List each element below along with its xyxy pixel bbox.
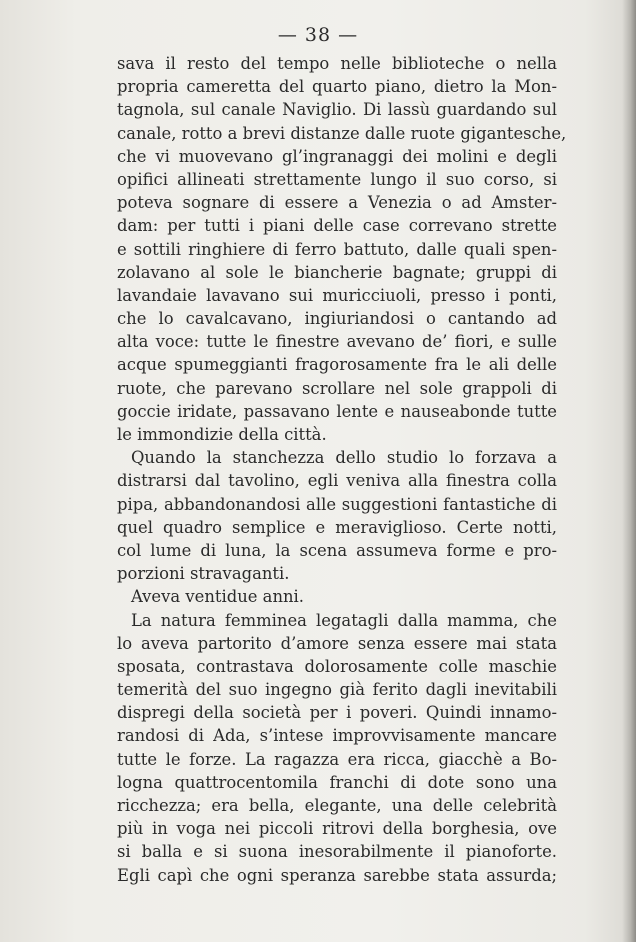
- text-line: alta voce: tutte le finestre avevano de’ fiori, e sulle: [117, 332, 557, 352]
- text-line: propria cameretta del quarto piano, dietro la Mon-: [117, 77, 557, 97]
- text-line: sposata, contrastava dolorosamente colle maschie: [117, 656, 557, 676]
- text-line: zolavano al sole le biancherie bagnate; gruppi di: [117, 262, 557, 282]
- page-number: — 38 —: [277, 24, 359, 46]
- text-line: e sottili ringhiere di ferro battuto, dalle quali spen-: [117, 239, 557, 259]
- text-line: poteva sognare di essere a Venezia o ad Amster-: [117, 193, 557, 213]
- text-line: dam: per tutti i piani delle case correvano strette: [117, 216, 557, 236]
- text-line: temerità del suo ingegno già ferito dagli inevitabili: [117, 680, 557, 700]
- text-line: tutte le forze. La ragazza era ricca, giacchè a Bo-: [117, 749, 557, 769]
- text-line: lavandaie lavavano sui muricciuoli, presso i ponti,: [117, 285, 557, 305]
- text-line: ricchezza; era bella, elegante, una delle celebrità: [117, 796, 557, 815]
- text-line: Egli capì che ogni speranza sarebbe stata assurda;: [117, 865, 557, 885]
- text-line: goccie iridate, passavano lente e nauseabonde tutte: [117, 401, 557, 421]
- text-line: porzioni stravaganti.: [117, 564, 290, 584]
- text-line: col lume di luna, la scena assumeva forme e pro-: [117, 540, 557, 560]
- text-line: distrarsi dal tavolino, egli veniva alla finestra colla: [117, 471, 557, 491]
- body-text: [117, 52, 567, 887]
- text-line: dispregi della società per i poveri. Quindi innamo-: [117, 703, 557, 723]
- text-line: Quando la stanchezza dello studio lo forzava a: [131, 448, 557, 468]
- text-line: che lo cavalcavano, ingiuriandosi o cantando ad: [117, 309, 557, 329]
- text-line: che vi muovevano gl’ingranaggi dei molini e degli: [117, 146, 557, 166]
- text-line: sava il resto del tempo nelle biblioteche o nella: [117, 54, 557, 73]
- text-line: Aveva ventidue anni.: [131, 587, 305, 607]
- text-line: acque spumeggianti fragorosamente fra le ali delle: [117, 355, 557, 375]
- text-line: opifici allineati strettamente lungo il suo corso, si: [117, 169, 557, 189]
- text-line: più in voga nei piccoli ritrovi della borghesia, ove: [117, 819, 557, 839]
- text-line: si balla e si suona inesorabilmente il pianoforte.: [117, 842, 557, 862]
- text-line: ruote, che parevano scrollare nel sole grappoli di: [117, 378, 557, 398]
- text-line: canale, rotto a brevi distanze dalle ruote gigantesche,: [117, 123, 567, 143]
- text-line: le immondizie della città.: [117, 425, 327, 444]
- text-line: logna quattrocentomila franchi di dote sono una: [117, 772, 557, 792]
- text-line: tagnola, sul canale Naviglio. Di lassù guardando sul: [117, 100, 557, 120]
- page-edge-shadow: [622, 0, 636, 942]
- text-line: lo aveva partorito d’amore senza essere mai stata: [117, 633, 557, 653]
- text-line: randosi di Ada, s’intese improvvisamente mancare: [117, 726, 557, 746]
- text-line: La natura femminea legatagli dalla mamma, che: [131, 610, 557, 630]
- text-line: pipa, abbandonandosi alle suggestioni fantastiche di: [117, 494, 557, 514]
- text-line: quel quadro semplice e meraviglioso. Certe notti,: [117, 517, 557, 537]
